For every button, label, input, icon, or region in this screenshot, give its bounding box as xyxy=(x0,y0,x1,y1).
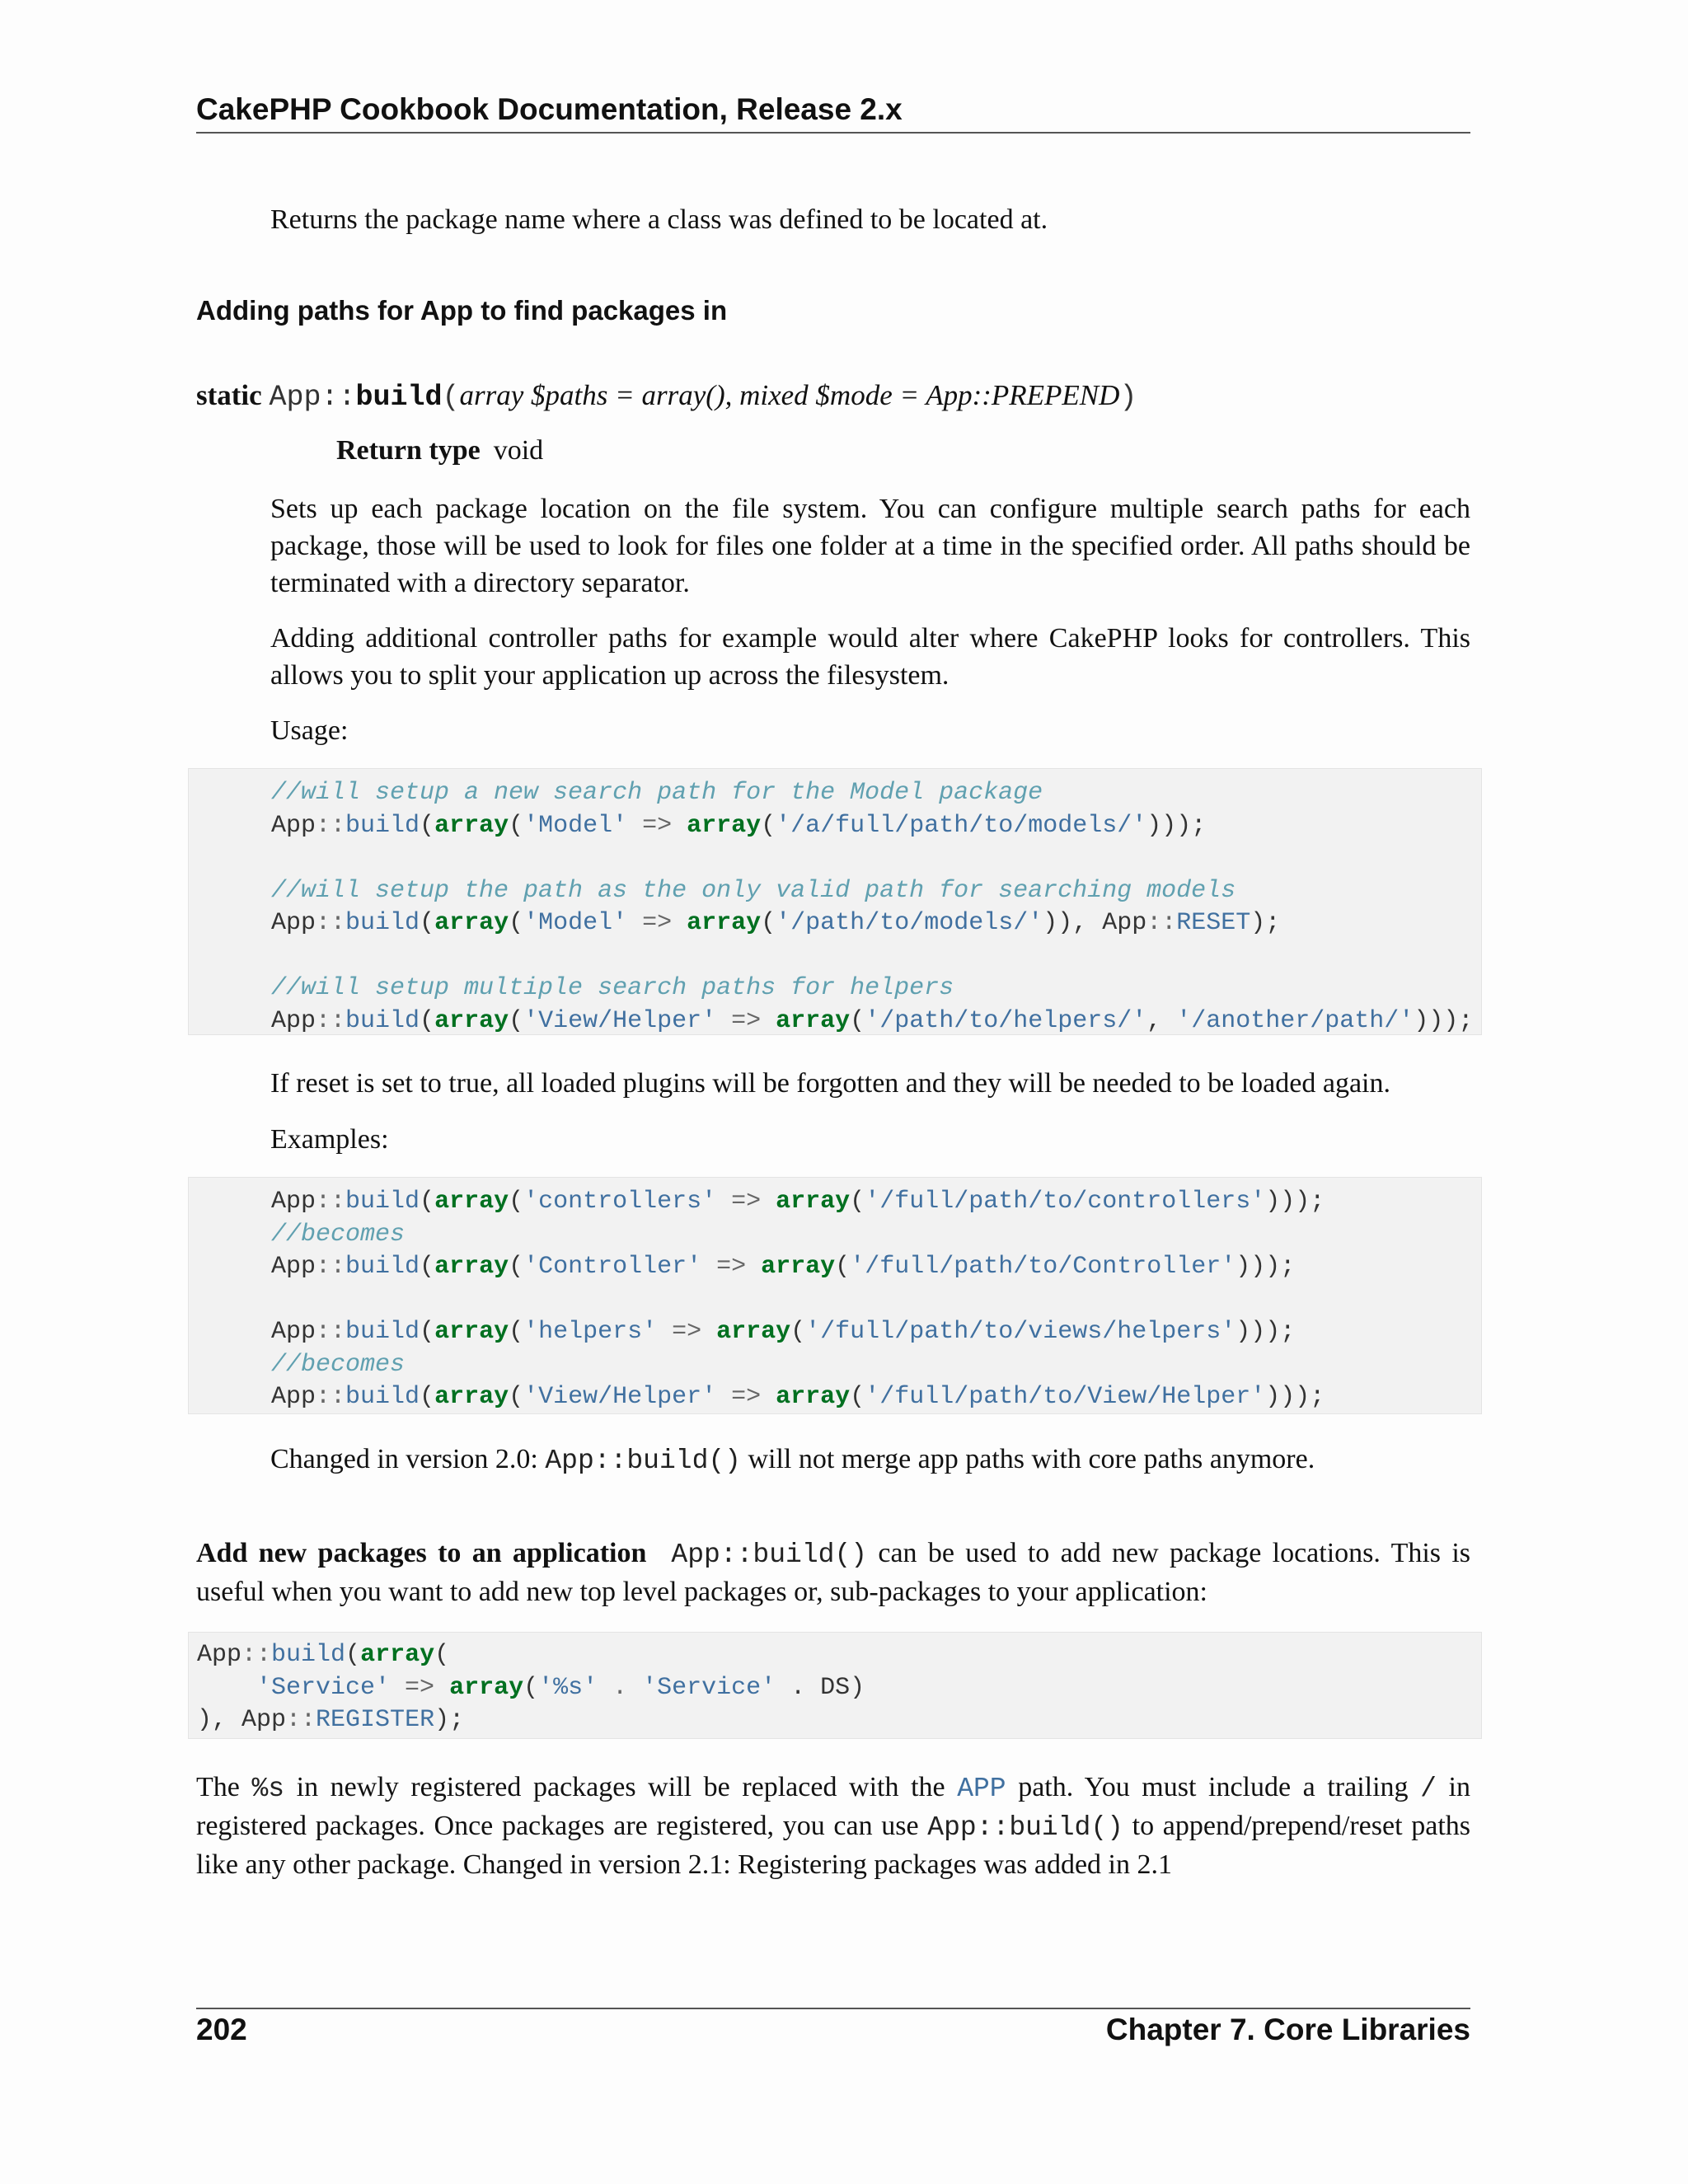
code-token: ( xyxy=(509,909,524,937)
examples-code-block xyxy=(188,1177,1482,1414)
description-paragraph-1: Sets up each package location on the file system. You can configure multiple search paths for each package, those will be used to look for files one folder at a time in the specified order. All paths should be terminated with a directory separator. xyxy=(270,494,1470,598)
code-token: REGISTER xyxy=(316,1706,435,1734)
code-token: :: xyxy=(241,1641,272,1669)
code-token: . DS) xyxy=(776,1673,865,1702)
code-token: ( xyxy=(420,1006,435,1035)
changed-2-0-code: App::build() xyxy=(545,1446,741,1476)
code-token: array xyxy=(449,1673,524,1702)
section-heading: Adding paths for App to find packages in xyxy=(196,295,728,326)
code-token: '/path/to/helpers/' xyxy=(865,1006,1147,1035)
final-paragraph xyxy=(196,1769,1470,1883)
code-token: array xyxy=(434,1006,509,1035)
chapter-title: Chapter 7. Core Libraries xyxy=(1105,2013,1470,2046)
code-token: :: xyxy=(316,811,346,840)
code-token: array xyxy=(434,1383,509,1411)
code-token: => xyxy=(701,1253,762,1281)
code-token: ( xyxy=(761,811,776,840)
code-token: ( xyxy=(509,1318,524,1346)
code-token: ( xyxy=(509,1253,524,1281)
code-token: ( xyxy=(434,1641,450,1669)
code-token: 'Service' xyxy=(256,1673,391,1702)
code-line xyxy=(271,1188,1325,1216)
code-token: 'Model' xyxy=(523,811,628,840)
code-token: //becomes xyxy=(271,1350,406,1379)
code-token: App xyxy=(271,1318,316,1346)
signature-class: App:: xyxy=(269,381,356,414)
code-line xyxy=(197,1641,449,1669)
examples-code xyxy=(271,1186,1325,1414)
code-token: ( xyxy=(850,1188,865,1216)
code-token: :: xyxy=(316,1006,346,1035)
code-token: 'Controller' xyxy=(523,1253,702,1281)
header-rule xyxy=(196,132,1470,134)
code-token: array xyxy=(716,1318,791,1346)
code-token: ( xyxy=(509,811,524,840)
code-token: :: xyxy=(316,1383,346,1411)
code-token: //will setup a new search path for the Model package xyxy=(271,779,1043,807)
code-line xyxy=(271,1253,1295,1281)
final-text-5: to append/prepend/reset paths like any other package. Changed in version 2.1: Registering packages was added in 2.1 xyxy=(196,1811,1471,1880)
code-token: 'Model' xyxy=(523,909,628,937)
code-token: :: xyxy=(316,1318,346,1346)
code-token: . xyxy=(598,1673,643,1702)
code-line xyxy=(197,1706,464,1734)
code-token: ); xyxy=(434,1706,465,1734)
code-token: ( xyxy=(835,1253,851,1281)
code-token: build xyxy=(345,1383,420,1411)
examples-label: Examples: xyxy=(270,1124,389,1155)
code-token: App xyxy=(271,909,316,937)
code-token: build xyxy=(345,1188,420,1216)
code-token: ( xyxy=(850,1006,865,1035)
final-text-1: The xyxy=(196,1772,252,1802)
code-token: ( xyxy=(790,1318,806,1346)
code-line xyxy=(271,877,1236,905)
code-token: '/full/path/to/Controller' xyxy=(850,1253,1236,1281)
code-token: array xyxy=(687,811,762,840)
code-token: , xyxy=(1146,1006,1177,1035)
code-token: ( xyxy=(509,1188,524,1216)
footer-rule xyxy=(196,2008,1470,2009)
code-token: => xyxy=(627,811,687,840)
register-code-block xyxy=(188,1632,1482,1739)
code-token: '/full/path/to/View/Helper' xyxy=(865,1383,1266,1411)
code-token: => xyxy=(627,909,687,937)
code-token: ( xyxy=(420,1318,435,1346)
code-token: array xyxy=(687,909,762,937)
code-token: build xyxy=(345,811,420,840)
code-token: ( xyxy=(420,1188,435,1216)
code-token: ( xyxy=(420,811,435,840)
code-token: App xyxy=(271,811,316,840)
code-line xyxy=(271,974,954,1002)
final-code-percent-s: %s xyxy=(251,1774,285,1804)
signature-static: static xyxy=(196,379,262,411)
usage-code-block xyxy=(188,768,1482,1035)
code-token: :: xyxy=(316,909,346,937)
code-token: ))); xyxy=(1414,1006,1474,1035)
code-token: App xyxy=(271,1383,316,1411)
code-token: ( xyxy=(345,1641,361,1669)
code-token: ( xyxy=(420,1383,435,1411)
code-token: array xyxy=(434,811,509,840)
code-token: '/another/path/' xyxy=(1176,1006,1414,1035)
reset-note-paragraph: If reset is set to true, all loaded plugins will be forgotten and they will be needed to be loaded again. xyxy=(270,1068,1390,1099)
code-token: //will setup multiple search paths for helpers xyxy=(271,974,954,1002)
code-token: '/a/full/path/to/models/' xyxy=(776,811,1147,840)
code-line xyxy=(197,1674,865,1702)
add-new-code: App::build() xyxy=(671,1540,868,1570)
code-token: => xyxy=(716,1006,776,1035)
code-token: build xyxy=(345,909,420,937)
code-token: :: xyxy=(316,1188,346,1216)
code-token: array xyxy=(434,1318,509,1346)
changed-2-0-prefix: Changed in version 2.0: xyxy=(270,1444,546,1474)
code-token: ( xyxy=(420,909,435,937)
code-token: build xyxy=(271,1641,346,1669)
code-token: array xyxy=(360,1641,435,1669)
running-header-title: CakePHP Cookbook Documentation, Release 2.x xyxy=(196,92,903,126)
code-token: ( xyxy=(420,1253,435,1281)
final-text-2: in newly registered packages will be replaced with the xyxy=(284,1772,958,1802)
add-new-text: can be used to add new package locations. This is useful when you want to add new top level packages or, sub-packages to your application: xyxy=(196,1538,1471,1607)
code-token: array xyxy=(434,1188,509,1216)
code-token: build xyxy=(345,1253,420,1281)
code-token: '%s' xyxy=(538,1673,598,1702)
code-line xyxy=(271,779,1043,807)
code-token: array xyxy=(434,1253,509,1281)
code-token: :: xyxy=(316,1253,346,1281)
final-code-slash: / xyxy=(1420,1774,1437,1804)
return-type-value: void xyxy=(493,435,544,466)
code-line xyxy=(271,1383,1325,1411)
code-token: build xyxy=(345,1006,420,1035)
register-code xyxy=(197,1639,865,1737)
method-signature xyxy=(196,379,1137,414)
code-token: //will setup the path as the only valid path for searching models xyxy=(271,876,1236,905)
code-token: :: xyxy=(286,1706,316,1734)
code-line xyxy=(271,812,1206,840)
code-token: ( xyxy=(509,1383,524,1411)
code-token: => xyxy=(716,1188,776,1216)
final-text-4: in registered packages. Once packages are registered, you can use xyxy=(196,1772,1471,1841)
signature-params: array $paths = array(), mixed $mode = App::PREPEND xyxy=(459,379,1120,411)
code-token: '/full/path/to/controllers' xyxy=(865,1188,1266,1216)
signature-open-paren: ( xyxy=(442,381,460,414)
code-token: ( xyxy=(761,909,776,937)
code-token: 'Service' xyxy=(642,1673,776,1702)
code-line xyxy=(271,909,1280,937)
code-token: ))); xyxy=(1236,1318,1296,1346)
code-token: build xyxy=(345,1318,420,1346)
return-type-label: Return type xyxy=(336,435,481,466)
code-token: => xyxy=(657,1318,717,1346)
intro-paragraph: Returns the package name where a class was defined to be located at. xyxy=(270,204,1048,235)
code-token xyxy=(197,1674,256,1702)
code-token: App xyxy=(271,1253,316,1281)
changed-2-0-suffix: will not merge app paths with core paths anymore. xyxy=(740,1444,1315,1474)
code-token: ))); xyxy=(1265,1383,1325,1411)
add-new-heading: Add new packages to an application xyxy=(196,1538,647,1568)
code-token: => xyxy=(390,1673,450,1702)
final-text-3: path. You must include a trailing xyxy=(1006,1772,1421,1802)
code-token: :: xyxy=(1146,909,1177,937)
signature-method: build xyxy=(355,381,443,414)
code-token: array xyxy=(761,1253,836,1281)
code-token: ( xyxy=(523,1673,539,1702)
code-token: App xyxy=(271,1188,316,1216)
code-token: ), App xyxy=(197,1706,287,1734)
code-token: 'controllers' xyxy=(523,1188,717,1216)
code-token: ( xyxy=(850,1383,865,1411)
code-token: ))); xyxy=(1236,1253,1296,1281)
code-line xyxy=(271,1007,1473,1035)
code-token: array xyxy=(434,909,509,937)
code-line xyxy=(271,1318,1295,1346)
code-token: '/full/path/to/views/helpers' xyxy=(805,1318,1236,1346)
code-token: ))); xyxy=(1146,811,1207,840)
add-new-packages-paragraph xyxy=(196,1535,1470,1610)
code-token: array xyxy=(776,1188,851,1216)
code-token: 'View/Helper' xyxy=(523,1383,717,1411)
changed-2-0-note xyxy=(270,1441,1470,1479)
code-token: ))); xyxy=(1265,1188,1325,1216)
code-token: array xyxy=(776,1006,851,1035)
code-token: //becomes xyxy=(271,1220,406,1249)
return-type xyxy=(336,435,543,466)
description-paragraph-2: Adding additional controller paths for example would alter where CakePHP looks for controllers. This allows you to split your application up across the filesystem. xyxy=(270,623,1470,691)
final-code-app: APP xyxy=(957,1774,1006,1804)
code-token: 'helpers' xyxy=(523,1318,658,1346)
code-token: ); xyxy=(1250,909,1281,937)
usage-label: Usage: xyxy=(270,715,349,746)
code-token: array xyxy=(776,1383,851,1411)
page-number: 202 xyxy=(196,2013,247,2046)
code-token: 'View/Helper' xyxy=(523,1006,717,1035)
usage-code xyxy=(271,777,1473,1038)
code-token: RESET xyxy=(1176,909,1251,937)
final-code-build: App::build() xyxy=(927,1812,1123,1843)
code-token: App xyxy=(271,1006,316,1035)
code-token: ( xyxy=(509,1006,524,1035)
code-line xyxy=(271,1351,405,1379)
code-token: => xyxy=(716,1383,776,1411)
code-line xyxy=(271,1221,405,1249)
code-token: '/path/to/models/' xyxy=(776,909,1043,937)
signature-close-paren: ) xyxy=(1119,381,1137,414)
code-token: App xyxy=(197,1641,242,1669)
code-token: )), App xyxy=(1043,909,1147,937)
